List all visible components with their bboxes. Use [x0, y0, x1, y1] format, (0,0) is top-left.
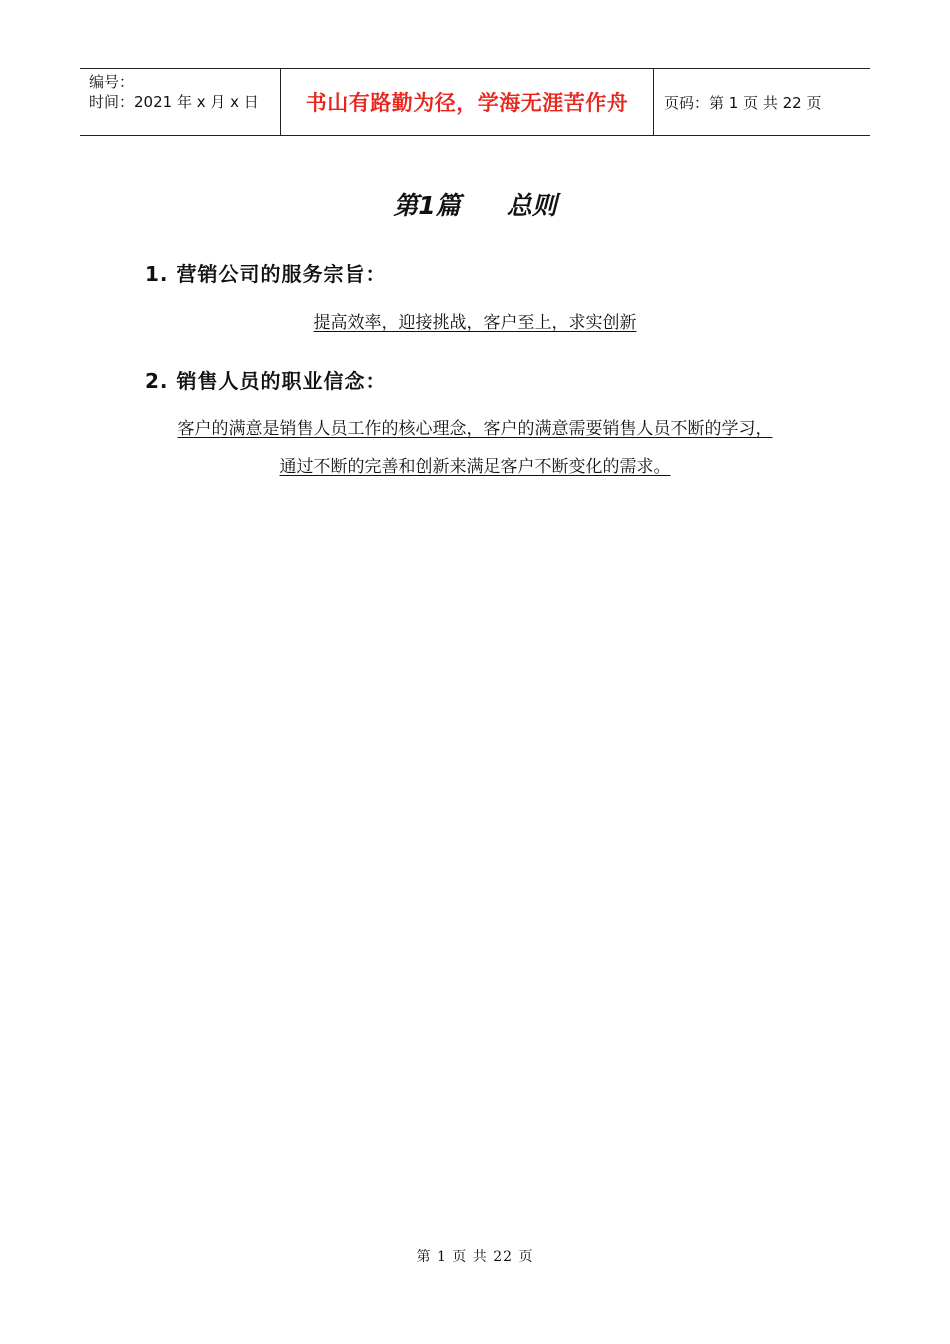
footer-page-number: 第 1 页 共 22 页 — [416, 1249, 534, 1265]
professional-belief-line: 通过不断的完善和创新来满足客户不断变化的需求。 — [279, 457, 671, 477]
document-number-label: 编号： — [89, 73, 135, 91]
document-header — [80, 68, 870, 136]
document-date: 时间：2021 年 x 月 x 日 — [89, 93, 259, 111]
part-title — [0, 186, 950, 222]
part-name: 总则 — [506, 191, 557, 220]
professional-belief-text-1 — [0, 414, 950, 439]
section-heading-professional-belief: 2. 销售人员的职业信念： — [145, 369, 387, 393]
professional-belief-line: 客户的满意是销售人员工作的核心理念，客户的满意需要销售人员不断的学习， — [177, 419, 773, 439]
header-meta-cell — [80, 69, 281, 135]
service-purpose-line: 提高效率，迎接挑战，客户至上，求实创新 — [313, 313, 637, 333]
section-heading-service-purpose: 1. 营销公司的服务宗旨： — [145, 262, 387, 286]
header-page-cell — [654, 69, 870, 135]
header-page-info: 页码：第 1 页 共 22 页 — [664, 93, 822, 112]
page-footer — [0, 1246, 950, 1266]
header-motto-cell — [281, 69, 654, 135]
professional-belief-text-2 — [0, 452, 950, 477]
service-purpose-text — [0, 308, 950, 333]
header-motto: 书山有路勤为径，学海无涯苦作舟 — [305, 91, 629, 115]
part-number: 第1篇 — [393, 191, 461, 220]
